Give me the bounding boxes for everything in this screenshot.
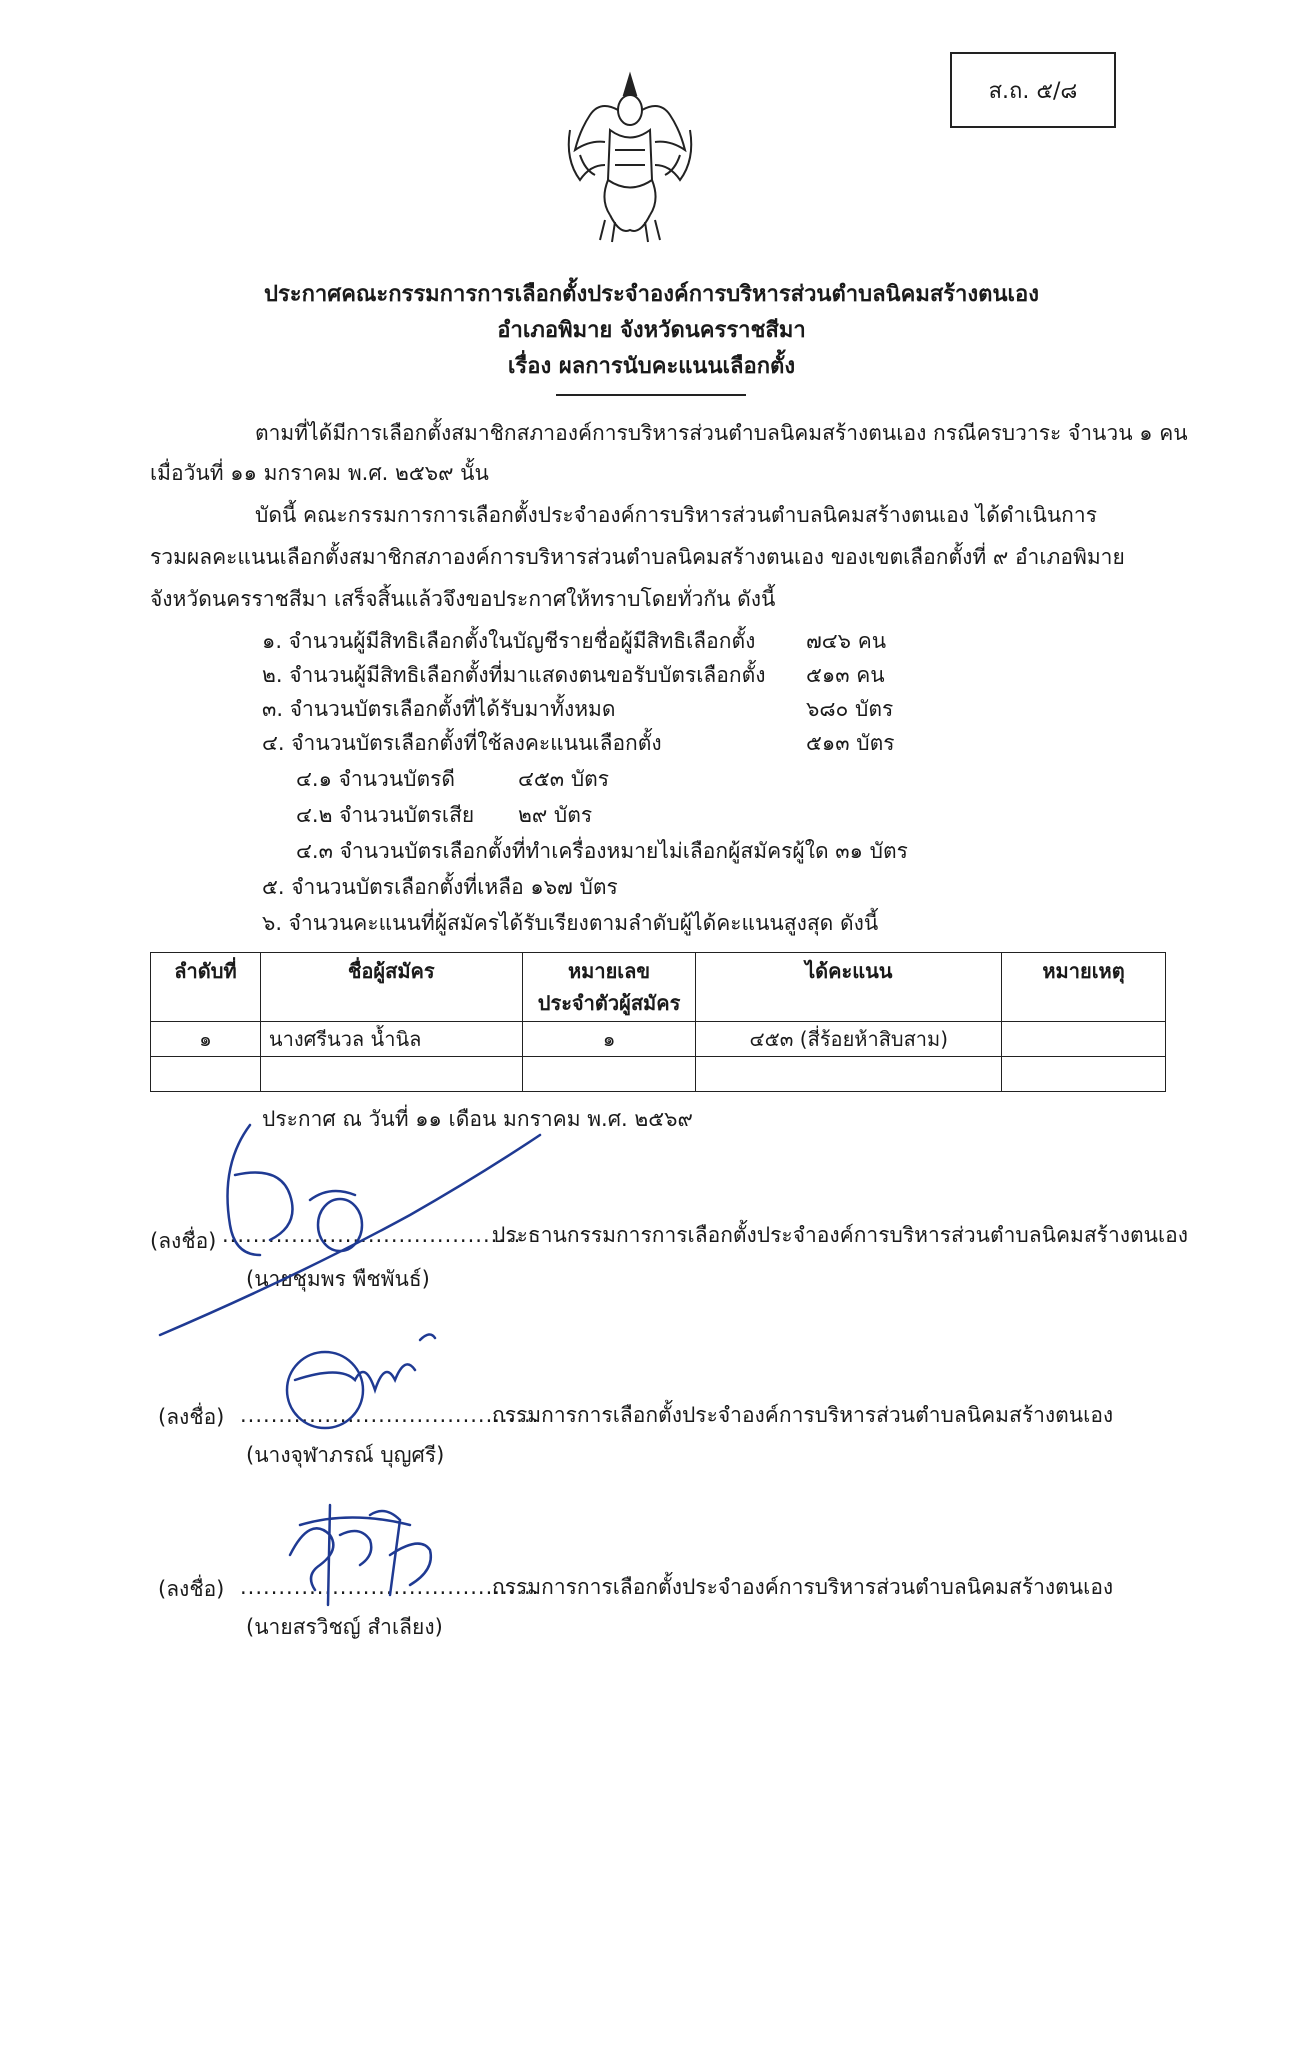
table-row: [151, 1022, 1166, 1057]
item-3-count: ๖๘๐ บัตร: [806, 697, 894, 721]
sig1-name: (นายชุมพร พืชพันธ์): [246, 1267, 430, 1291]
sig1-dots: .......................................: [222, 1223, 522, 1247]
form-code-box: [950, 52, 1116, 128]
signature-3-icon: [270, 1495, 450, 1615]
announcement-date: ประกาศ ณ วันที่ ๑๑ เดือน มกราคม พ.ศ. ๒๕๖๙: [262, 1107, 693, 1131]
item-5: ๕. จำนวนบัตรเลือกตั้งที่เหลือ ๑๖๗ บัตร: [262, 875, 618, 899]
cell-number: ๑: [522, 1022, 696, 1057]
title-line-3: เรื่อง ผลการนับคะแนนเลือกตั้ง: [507, 354, 796, 379]
col-number-header-line2: ประจำตัวผู้สมัคร: [537, 991, 681, 1015]
sig3-role: กรรมการการเลือกตั้งประจำองค์การบริหารส่วนตำบลนิคมสร้างตนเอง: [492, 1575, 1114, 1599]
sig2-prefix: (ลงชื่อ): [158, 1405, 225, 1429]
subitem-4-1-label: ๔.๑ จำนวนบัตรดี: [296, 767, 456, 791]
intro-p1-line2: เมื่อวันที่ ๑๑ มกราคม พ.ศ. ๒๕๖๙ นั้น: [150, 461, 489, 485]
col-remark-header: หมายเหตุ: [1002, 953, 1166, 1022]
item-1-count: ๗๔๖ คน: [806, 629, 887, 653]
cell-score: ๔๕๓ (สี่ร้อยห้าสิบสาม): [696, 1022, 1002, 1057]
item-2-label: ๒. จำนวนผู้มีสิทธิเลือกตั้งที่มาแสดงตนขอรับบัตรเลือกตั้ง: [262, 663, 766, 687]
sig1-role: ประธานกรรมการการเลือกตั้งประจำองค์การบริหารส่วนตำบลนิคมสร้างตนเอง: [492, 1223, 1189, 1247]
col-number-header: [522, 953, 696, 1022]
cell-remark: [1002, 1022, 1166, 1057]
results-table: [150, 952, 1166, 1092]
sig2-role: กรรมการการเลือกตั้งประจำองค์การบริหารส่วนตำบลนิคมสร้างตนเอง: [492, 1403, 1114, 1427]
cell-name: นางศรีนวล น้ำนิล: [260, 1022, 522, 1057]
item-6: ๖. จำนวนคะแนนที่ผู้สมัครได้รับเรียงตามลำดับผู้ได้คะแนนสูงสุด ดังนี้: [262, 911, 879, 935]
table-row-empty: [151, 1057, 1166, 1092]
sig1-prefix: (ลงชื่อ): [150, 1229, 217, 1253]
garuda-emblem-icon: [560, 70, 700, 245]
item-2-count: ๕๑๓ คน: [806, 663, 885, 687]
intro-p2-line2: รวมผลคะแนนเลือกตั้งสมาชิกสภาองค์การบริหารส่วนตำบลนิคมสร้างตนเอง ของเขตเลือกตั้งที่ ๙ อำเภอพิมาย: [150, 545, 1125, 569]
subitem-4-3: ๔.๓ จำนวนบัตรเลือกตั้งที่ทำเครื่องหมายไม่เลือกผู้สมัครผู้ใด ๓๑ บัตร: [296, 839, 908, 863]
title-line-1: ประกาศคณะกรรมการการเลือกตั้งประจำองค์การบริหารส่วนตำบลนิคมสร้างตนเอง: [264, 282, 1039, 307]
title-divider: [556, 394, 746, 396]
table-header-row: [151, 953, 1166, 1022]
signature-2-icon: [280, 1310, 450, 1440]
cell-rank: ๑: [151, 1022, 261, 1057]
subitem-4-2-label: ๔.๒ จำนวนบัตรเสีย: [296, 803, 475, 827]
item-4-label: ๔. จำนวนบัตรเลือกตั้งที่ใช้ลงคะแนนเลือกตั้ง: [262, 731, 662, 755]
col-score-header: ได้คะแนน: [696, 953, 1002, 1022]
subitem-4-2-count: ๒๙ บัตร: [518, 803, 593, 827]
item-4-count: ๕๑๓ บัตร: [806, 731, 895, 755]
signature-1-icon: [150, 1105, 570, 1345]
col-rank-header: ลำดับที่: [151, 953, 261, 1022]
sig2-dots: .......................................: [240, 1403, 540, 1427]
intro-p1-line1: ตามที่ได้มีการเลือกตั้งสมาชิกสภาองค์การบริหารส่วนตำบลนิคมสร้างตนเอง กรณีครบวาระ จำนวน ๑ คน: [255, 421, 1188, 445]
sig2-name: (นางจุฬาภรณ์ บุญศรี): [246, 1443, 445, 1467]
form-code: ส.ถ. ๕/๘: [988, 78, 1078, 104]
col-name-header: ชื่อผู้สมัคร: [260, 953, 522, 1022]
intro-p2-line1: บัดนี้ คณะกรรมการการเลือกตั้งประจำองค์การบริหารส่วนตำบลนิคมสร้างตนเอง ได้ดำเนินการ: [255, 503, 1097, 527]
col-number-header-line1: หมายเลข: [567, 959, 651, 983]
intro-p2-line3: จังหวัดนครราชสีมา เสร็จสิ้นแล้วจึงขอประกาศให้ทราบโดยทั่วกัน ดังนี้: [150, 587, 776, 611]
item-3-label: ๓. จำนวนบัตรเลือกตั้งที่ได้รับมาทั้งหมด: [262, 697, 616, 721]
sig3-name: (นายสรวิชญ์ สำเลียง): [246, 1615, 443, 1639]
sig3-dots: .......................................: [240, 1575, 540, 1599]
title-line-2: อำเภอพิมาย จังหวัดนครราชสีมา: [497, 318, 806, 343]
sig3-prefix: (ลงชื่อ): [158, 1577, 225, 1601]
item-1-label: ๑. จำนวนผู้มีสิทธิเลือกตั้งในบัญชีรายชื่อผู้มีสิทธิเลือกตั้ง: [262, 629, 756, 653]
subitem-4-1-count: ๔๕๓ บัตร: [518, 767, 610, 791]
